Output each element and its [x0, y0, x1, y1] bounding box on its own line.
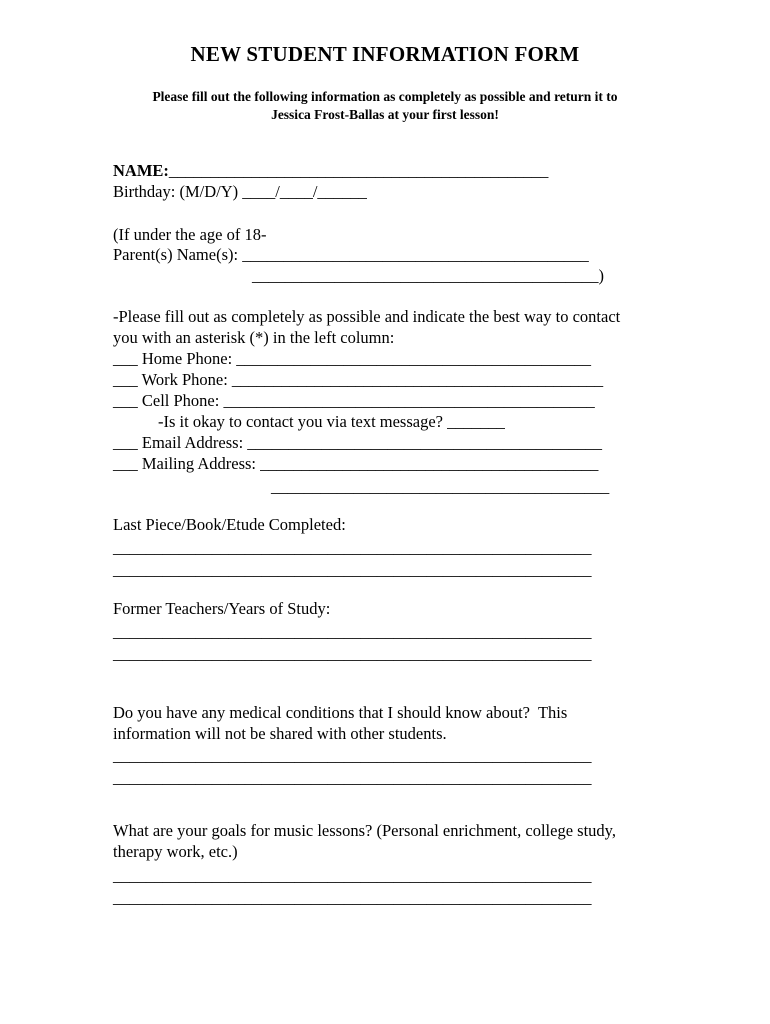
cell-phone-label: Cell Phone:	[141, 391, 220, 410]
contact-instructions-line-2: you with an asterisk (*) in the left column:	[113, 328, 395, 347]
parent-label: Parent(s) Name(s):	[113, 245, 239, 264]
birthday-label: Birthday: (M/D/Y)	[113, 182, 239, 201]
instructions-line-1: Please fill out the following information as completely as possible and return it to	[152, 89, 618, 104]
mailing-label: Mailing Address:	[141, 454, 256, 473]
home-phone-preference[interactable]: ___	[113, 349, 138, 368]
parent-name-field-2[interactable]: __________________________________________)	[252, 266, 604, 285]
goals-question-line-2: therapy work, etc.)	[113, 842, 238, 861]
form-title: NEW STUDENT INFORMATION FORM	[190, 42, 580, 66]
parent-name-field[interactable]: __________________________________________	[238, 245, 589, 264]
email-row	[113, 432, 602, 453]
goals-field-2[interactable]: __________________________________________________________	[113, 888, 592, 907]
text-message-question: -Is it okay to contact you via text message?	[158, 412, 443, 431]
goals-question-line-1: What are your goals for music lessons? (Personal enrichment, college study,	[113, 821, 616, 840]
instructions-line-2: Jessica Frost-Ballas at your first lesson!	[271, 107, 499, 122]
medical-field-2[interactable]: __________________________________________________________	[113, 768, 592, 787]
parent-row	[113, 244, 589, 265]
mailing-row	[113, 453, 598, 474]
work-phone-field[interactable]: _____________________________________________	[231, 370, 604, 389]
contact-instructions-line-1: -Please fill out as completely as possible and indicate the best way to contact	[113, 307, 621, 326]
email-preference[interactable]: ___	[113, 433, 138, 452]
last-piece-field-2[interactable]: __________________________________________________________	[113, 560, 592, 579]
mailing-field[interactable]: _________________________________________	[260, 454, 599, 473]
home-phone-row	[113, 348, 591, 369]
goals-field-1[interactable]: __________________________________________________________	[113, 866, 592, 885]
mailing-preference[interactable]: ___	[113, 454, 138, 473]
medical-question-line-1: Do you have any medical conditions that I should know about? This	[113, 703, 568, 722]
former-teachers-field-1[interactable]: __________________________________________________________	[113, 622, 592, 641]
name-field[interactable]: ______________________________________________	[168, 161, 549, 180]
former-teachers-field-2[interactable]: __________________________________________________________	[113, 644, 592, 663]
text-message-field[interactable]: _______	[447, 412, 505, 431]
medical-question-line-2: information will not be shared with other students.	[113, 724, 447, 743]
last-piece-label: Last Piece/Book/Etude Completed:	[113, 515, 346, 534]
last-piece-field-1[interactable]: __________________________________________________________	[113, 538, 592, 557]
email-field[interactable]: ___________________________________________	[247, 433, 603, 452]
home-phone-field[interactable]: ___________________________________________	[236, 349, 592, 368]
former-teachers-label: Former Teachers/Years of Study:	[113, 599, 331, 618]
cell-phone-preference[interactable]: ___	[113, 391, 138, 410]
cell-phone-row	[113, 390, 595, 411]
name-label: NAME:	[113, 161, 169, 180]
work-phone-label: Work Phone:	[141, 370, 228, 389]
email-label: Email Address:	[141, 433, 244, 452]
work-phone-preference[interactable]: ___	[113, 370, 138, 389]
birthday-field[interactable]: ____/____/______	[238, 182, 367, 201]
under-18-note: (If under the age of 18-	[113, 225, 267, 244]
home-phone-label: Home Phone:	[141, 349, 233, 368]
birthday-row	[113, 181, 367, 202]
medical-field-1[interactable]: __________________________________________________________	[113, 746, 592, 765]
name-row	[113, 160, 548, 181]
text-message-row	[158, 411, 505, 432]
cell-phone-field[interactable]: _____________________________________________	[223, 391, 595, 410]
work-phone-row	[113, 369, 603, 390]
mailing-field-2[interactable]: _________________________________________	[271, 477, 610, 496]
